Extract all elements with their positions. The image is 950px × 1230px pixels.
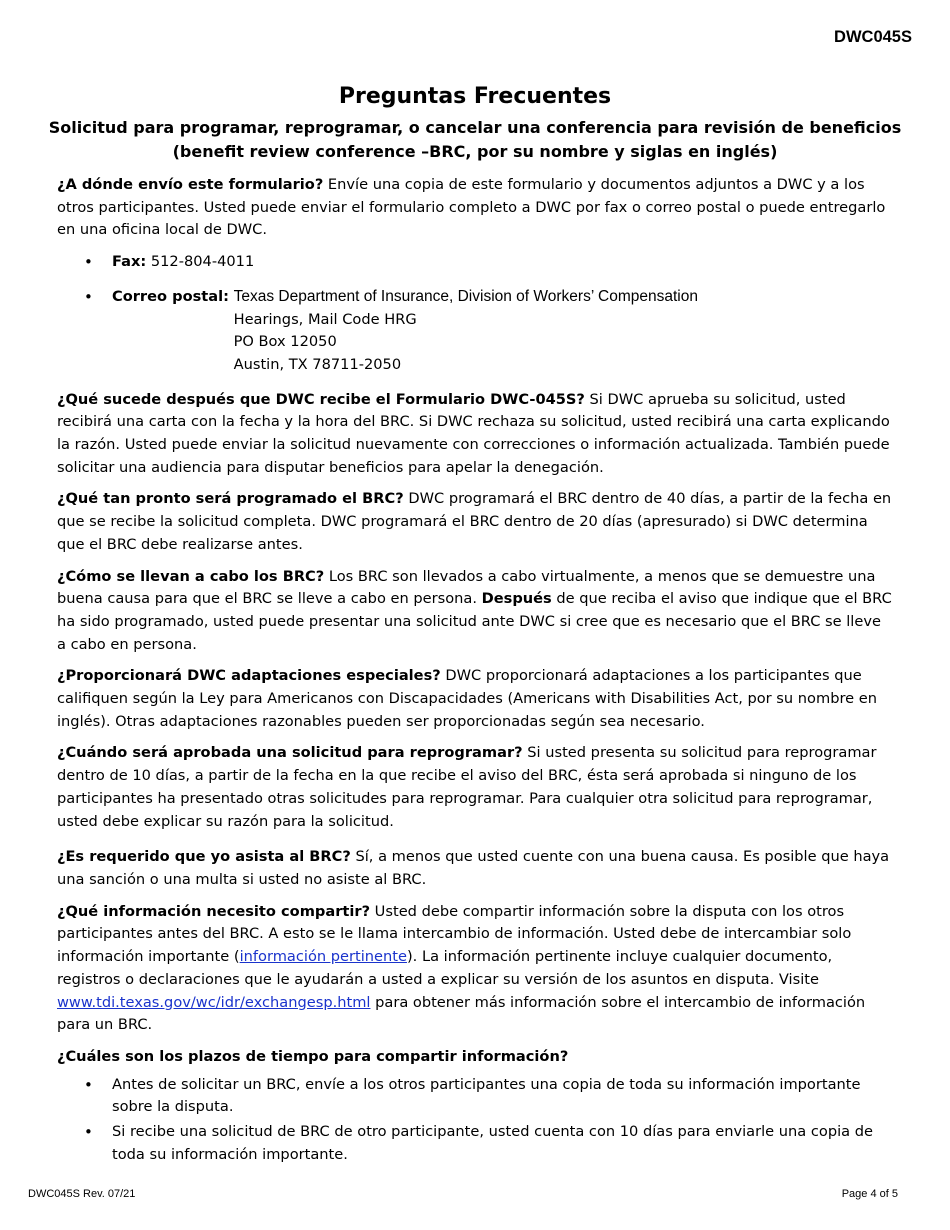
faq-how-emphasis: Después	[481, 590, 552, 608]
deadline-item-2: • Si recibe una solicitud de BRC de otro participante, usted cuenta con 10 días para enviarle una copia de toda su información importante.	[57, 1121, 893, 1166]
faq-how-answer-1: Los BRC son llevados a cabo virtualmente, a menos que se demuestre una buena causa para que el BRC se lleve a cabo en persona.	[57, 567, 876, 608]
address-line-3: PO Box 12050	[233, 333, 337, 351]
faq-after-answer: Si DWC aprueba su solicitud, usted recibirá una carta con la fecha y la hora del BRC. Si DWC rechaza su solicitud, usted recibirá una carta explicando la razón. Usted puede enviar la solicitud nuevamente con correcciones o información actualizada. También puede solicitar una audiencia para disputar beneficios para apelar la denegación.	[57, 390, 890, 476]
faq-deadlines-question: ¿Cuáles son los plazos de tiempo para compartir información?	[57, 1047, 569, 1065]
faq-where-answer: Envíe una copia de este formulario y documentos adjuntos a DWC y a los otros participantes. Usted puede enviar el formulario completo a DWC por fax o correo postal o puede entregarlo en una oficina local de DWC.	[57, 176, 886, 239]
fax-item	[57, 251, 893, 274]
subtitle-line-1: Solicitud para programar, reprogramar, o cancelar una conferencia para revisión de beneficios	[48, 118, 902, 137]
faq-where	[57, 174, 893, 242]
contact-list	[57, 251, 893, 377]
address-line-1: Texas Department of Insurance, Division of Workers’ Compensation	[233, 287, 698, 305]
faq-where-question: ¿A dónde envío este formulario?	[57, 176, 324, 193]
footer-page-number: Page 4 of 5	[841, 1188, 898, 1200]
deadline-item-1: • Antes de solicitar un BRC, envíe a los otros participantes una copia de toda su información importante sobre la disputa.	[57, 1074, 893, 1119]
faq-share-answer-2: ). La información pertinente incluye cualquier documento, registros o declaraciones que le ayudarán a usted a explicar su versión de los asuntos en disputa. Visite	[57, 948, 833, 988]
faq-attend	[57, 846, 893, 891]
faq-share-question: ¿Qué información necesito compartir?	[57, 902, 371, 920]
faq-after	[57, 389, 893, 480]
faq-attend-answer: Sí, a menos que usted cuente con una buena causa. Es posible que haya una sanción o una multa si usted no asiste al BRC.	[57, 848, 890, 888]
subtitle-line-2: (benefit review conference –BRC, por su nombre y siglas en inglés)	[172, 142, 778, 161]
faq-accommodations-question: ¿Proporcionará DWC adaptaciones especiales?	[57, 667, 441, 685]
page-subtitle	[20, 116, 930, 164]
footer-revision: DWC045S Rev. 07/21	[28, 1188, 136, 1200]
form-code: DWC045S	[834, 28, 912, 46]
address-line-4: Austin, TX 78711-2050	[233, 355, 402, 373]
faq-reschedule-question: ¿Cuándo será aprobada una solicitud para reprogramar?	[57, 744, 523, 762]
faq-soon-answer: DWC programará el BRC dentro de 40 días, a partir de la fecha en que se recibe la solicitud completa. DWC programará el BRC dentro de 20 días (apresurado) si DWC determina que el BRC debe realizarse antes.	[57, 490, 892, 553]
mail-item	[57, 286, 893, 377]
faq-soon-question: ¿Qué tan pronto será programado el BRC?	[57, 490, 404, 508]
exchange-info-link[interactable]: www.tdi.texas.gov/wc/idr/exchangesp.html	[57, 993, 371, 1011]
faq-how-question: ¿Cómo se llevan a cabo los BRC?	[57, 567, 325, 585]
mail-address	[234, 286, 698, 377]
faq-how-answer-2: de que reciba el aviso que indique que el BRC ha sido programado, usted puede presentar una solicitud ante DWC si cree que es necesario que el BRC se lleve a cabo en persona.	[57, 590, 892, 653]
faq-soon	[57, 488, 893, 556]
address-line-2: Hearings, Mail Code HRG	[233, 310, 417, 328]
mail-label: Correo postal:	[112, 287, 229, 305]
fax-label: Fax:	[112, 253, 147, 271]
faq-body	[57, 174, 893, 1174]
faq-attend-question: ¿Es requerido que yo asista al BRC?	[57, 848, 351, 866]
faq-reschedule	[57, 742, 893, 833]
faq-how	[57, 566, 893, 657]
faq-share-answer-1: Usted debe compartir información sobre la disputa con los otros participantes antes del BRC. A esto se le llama intercambio de información. Usted debe de intercambiar solo información importante (	[57, 902, 852, 966]
deadlines-list	[57, 1074, 893, 1167]
faq-share-answer-3: para obtener más información sobre el intercambio de información para un BRC.	[57, 993, 866, 1034]
pertinent-info-link[interactable]: información pertinente	[239, 948, 407, 966]
faq-accommodations	[57, 665, 893, 733]
faq-after-question: ¿Qué sucede después que DWC recibe el Formulario DWC-045S?	[57, 390, 585, 408]
fax-number: 512-804-4011	[146, 253, 255, 271]
faq-share	[57, 901, 893, 1037]
faq-accommodations-answer: DWC proporcionará adaptaciones a los participantes que califiquen según la Ley para Americanos con Discapacidades (Americans with Disabilities Act, por su nombre en inglés). Otras adaptaciones razonables pueden ser proporcionadas según sea necesario.	[57, 667, 877, 730]
page-title: Preguntas Frecuentes	[338, 84, 612, 109]
faq-deadlines	[57, 1046, 893, 1069]
faq-reschedule-answer: Si usted presenta su solicitud para reprogramar dentro de 10 días, a partir de la fecha en la que recibe el aviso del BRC, ésta será aprobada si ninguno de los participantes ha presentado otras solicitudes para reprogramar. Para cualquier otra solicitud para reprogramar, usted debe explicar su razón para la solicitud.	[57, 744, 877, 830]
